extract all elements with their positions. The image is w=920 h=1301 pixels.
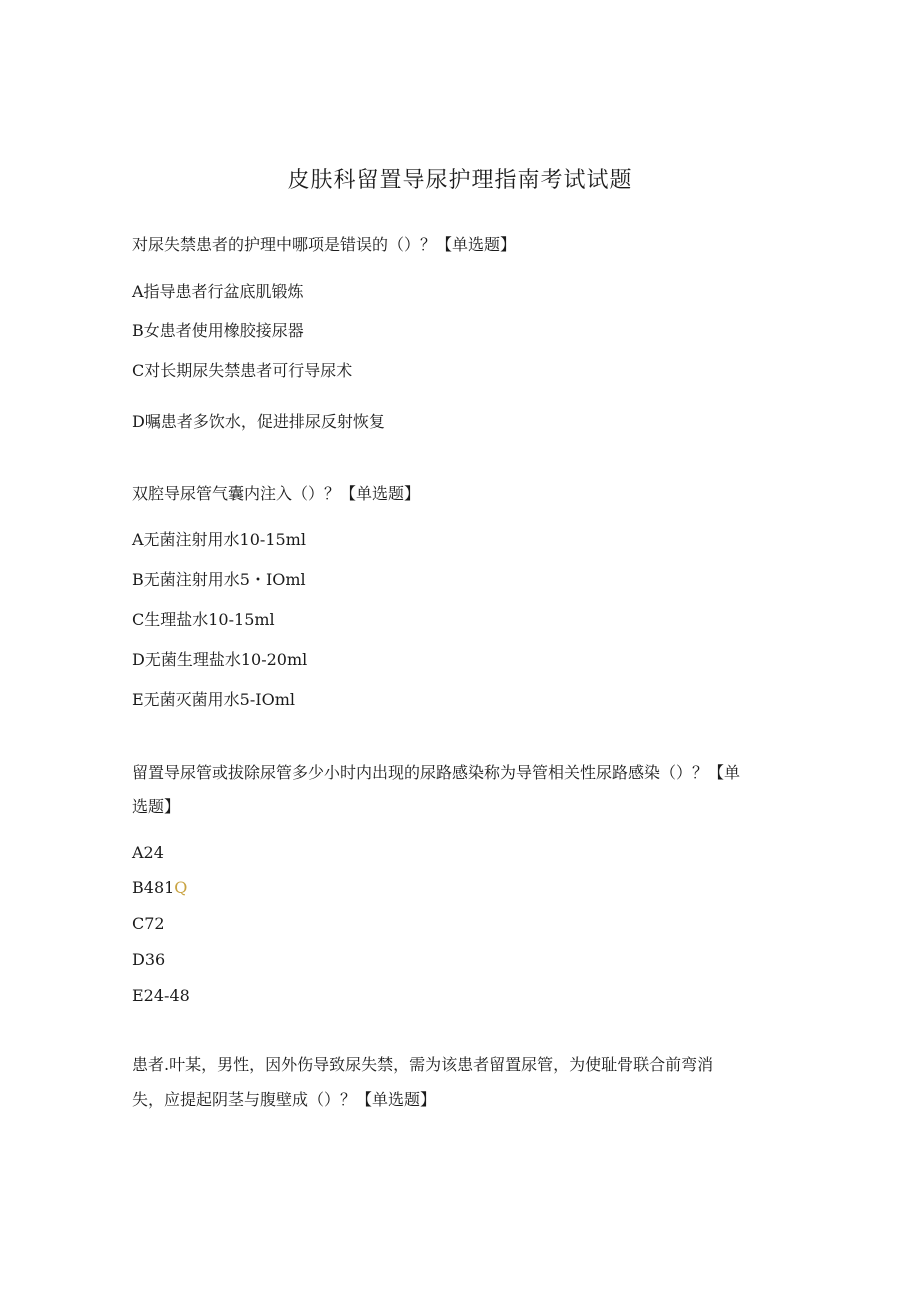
question-3-option-b-text: B481 [132,878,175,897]
question-3-stem-line-1: 留置导尿管或拔除尿管多少小时内出现的尿路感染称为导管相关性尿路感染（）？【单 [132,763,741,782]
question-2-option-a: A无菌注射用水10-15ml [132,530,306,549]
question-3-option-c: C72 [132,914,165,933]
document-title: 皮肤科留置导尿护理指南考试试题 [287,168,633,193]
question-3-option-b [132,878,187,898]
question-2-option-c: C生理盐水10-15ml [132,610,275,629]
question-1-option-d: D嘱患者多饮水，促进排尿反射恢复 [132,412,385,431]
question-1-option-a: A指导患者行盆底肌锻炼 [132,282,304,301]
question-3-option-e: E24-48 [132,986,190,1005]
question-4-stem-line-1: 患者.叶某，男性，因外伤导致尿失禁，需为该患者留置尿管，为使耻骨联合前弯消 [132,1055,714,1074]
question-3-stem-line-2: 选题】 [132,797,181,816]
question-1-stem: 对尿失禁患者的护理中哪项是错误的（）？【单选题】 [132,235,517,254]
question-2-stem: 双腔导尿管气囊内注入（）？【单选题】 [132,484,421,503]
question-1-option-b: B女患者使用橡胶接尿器 [132,321,304,340]
question-3-option-a: A24 [132,843,164,862]
question-3-option-d: D36 [132,950,166,969]
question-2-option-e: E无菌灭菌用水5-IOml [132,690,295,709]
option-b-mark: Q [174,878,188,897]
question-2-option-b: B无菌注射用水5・IOml [132,570,306,589]
question-2-option-d: D无菌生理盐水10-20ml [132,650,308,669]
question-1-option-c: C对长期尿失禁患者可行导尿术 [132,361,353,380]
question-4-stem-line-2: 失，应提起阴茎与腹壁成（）？【单选题】 [132,1090,437,1109]
